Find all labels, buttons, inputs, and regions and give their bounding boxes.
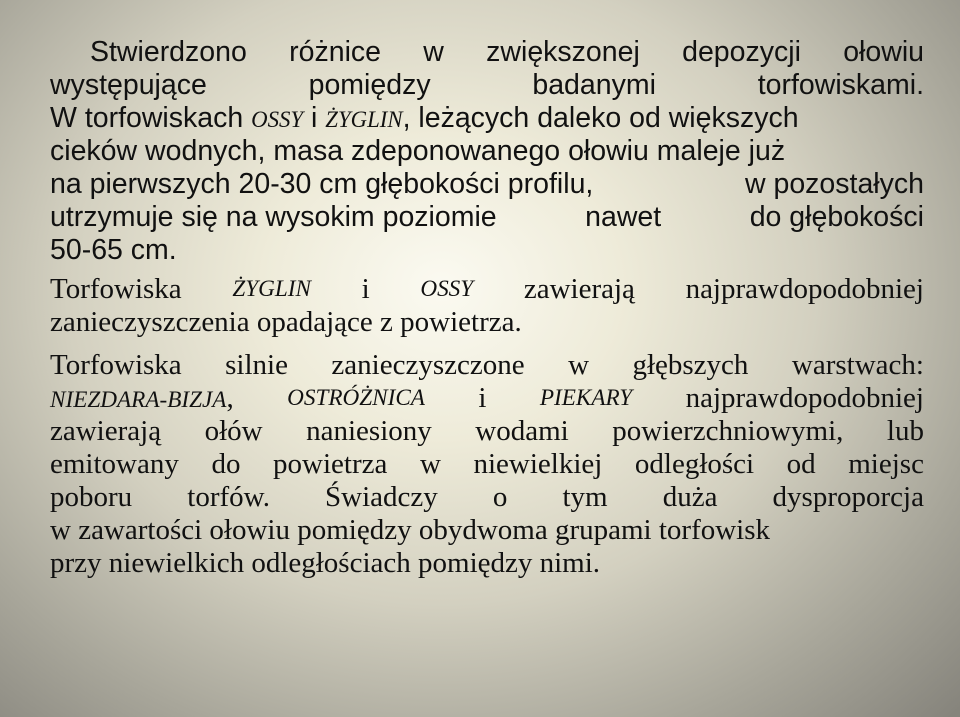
- text-segment: nawet: [585, 201, 662, 233]
- text-line: [50, 273, 924, 306]
- text-line: [50, 201, 924, 234]
- word: silnie: [225, 349, 288, 381]
- word: i: [361, 273, 370, 305]
- text-line: [50, 102, 924, 135]
- word: emitowany: [50, 448, 179, 480]
- word: w: [568, 349, 590, 381]
- site-name-ostroznica: OSTRÓŻNICA: [287, 385, 425, 411]
- word: Torfowiska: [50, 273, 182, 305]
- text-segment: utrzymuje się na wysokim poziomie: [50, 201, 497, 233]
- word: dysproporcja: [772, 481, 924, 513]
- site-name-ossy: OSSY: [251, 107, 304, 132]
- word: tym: [562, 481, 608, 513]
- word: o: [492, 481, 508, 513]
- word: w: [419, 448, 441, 480]
- word: zawierają: [523, 273, 635, 305]
- paragraph-atmospheric-pollution: [50, 273, 924, 339]
- word: powietrza: [273, 448, 388, 480]
- word: Świadczy: [325, 481, 438, 513]
- word: w: [423, 36, 444, 68]
- word: depozycji: [682, 36, 801, 68]
- word: Stwierdzono: [90, 36, 247, 68]
- word: miejsc: [848, 448, 924, 480]
- word: do: [211, 448, 241, 480]
- word: zanieczyszczone: [331, 349, 525, 381]
- word: badanymi: [532, 69, 656, 101]
- text-line: [50, 36, 924, 69]
- text-line: cieków wodnych, masa zdeponowanego ołowiu maleje już: [50, 135, 786, 167]
- word: odległości: [634, 448, 755, 480]
- site-name-niezdara-bizja: NIEZDARA-BIZJA: [50, 387, 227, 413]
- word: pomiędzy: [308, 69, 431, 101]
- word: najprawdopodobniej: [685, 273, 924, 305]
- word: naniesiony: [306, 415, 432, 447]
- site-name-piekary: PIEKARY: [539, 385, 633, 411]
- text-segment: w pozostałych: [744, 168, 924, 200]
- word: duża: [662, 481, 718, 513]
- word: różnice: [289, 36, 381, 68]
- text-segment: i: [303, 102, 326, 134]
- word: lub: [886, 415, 924, 447]
- word: wodami: [475, 415, 569, 447]
- word: Torfowiska: [50, 349, 182, 381]
- word: niewielkiej: [473, 448, 603, 480]
- text-line: [50, 415, 924, 448]
- word: torfowiskami.: [757, 69, 924, 101]
- text-line: [50, 382, 924, 415]
- comma: ,: [226, 382, 234, 414]
- text-line: w zawartości ołowiu pomiędzy obydwoma grupami torfowisk: [50, 514, 771, 546]
- text-segment: do głębokości: [749, 201, 924, 233]
- text-segment: na pierwszych 20-30 cm głębokości profilu,: [50, 168, 594, 200]
- text-line: [50, 448, 924, 481]
- word: od: [786, 448, 816, 480]
- paragraph-lead-deposition: [50, 36, 924, 267]
- text-line: zanieczyszczenia opadające z powietrza.: [50, 306, 522, 338]
- paragraph-deep-contamination: [50, 349, 924, 580]
- text-line: przy niewielkich odległościach pomiędzy nimi.: [50, 547, 601, 579]
- text-line: [50, 349, 924, 382]
- site-group: [50, 382, 234, 415]
- site-name-zyglin: ŻYGLIN: [232, 276, 311, 302]
- text-line: [50, 69, 924, 102]
- word: głębszych: [632, 349, 749, 381]
- site-name-ossy: OSSY: [420, 276, 474, 302]
- word: występujące: [50, 69, 207, 101]
- word: zwiększonej: [486, 36, 640, 68]
- word: ołów: [204, 415, 263, 447]
- word: powierzchniowymi,: [612, 415, 844, 447]
- word: ołowiu: [843, 36, 924, 68]
- text-segment: W torfowiskach: [50, 102, 252, 134]
- text-line: [50, 481, 924, 514]
- word: torfów.: [187, 481, 270, 513]
- word: poboru: [50, 481, 133, 513]
- word: i: [478, 382, 487, 414]
- text-line: [50, 168, 924, 201]
- slide-content: [50, 36, 924, 580]
- word: najprawdopodobniej: [685, 382, 924, 414]
- text-segment: , leżących daleko od większych: [402, 102, 799, 134]
- text-line: 50-65 cm.: [50, 234, 177, 266]
- site-name-zyglin: ŻYGLIN: [325, 107, 403, 132]
- word: zawierają: [50, 415, 162, 447]
- word: warstwach:: [791, 349, 924, 381]
